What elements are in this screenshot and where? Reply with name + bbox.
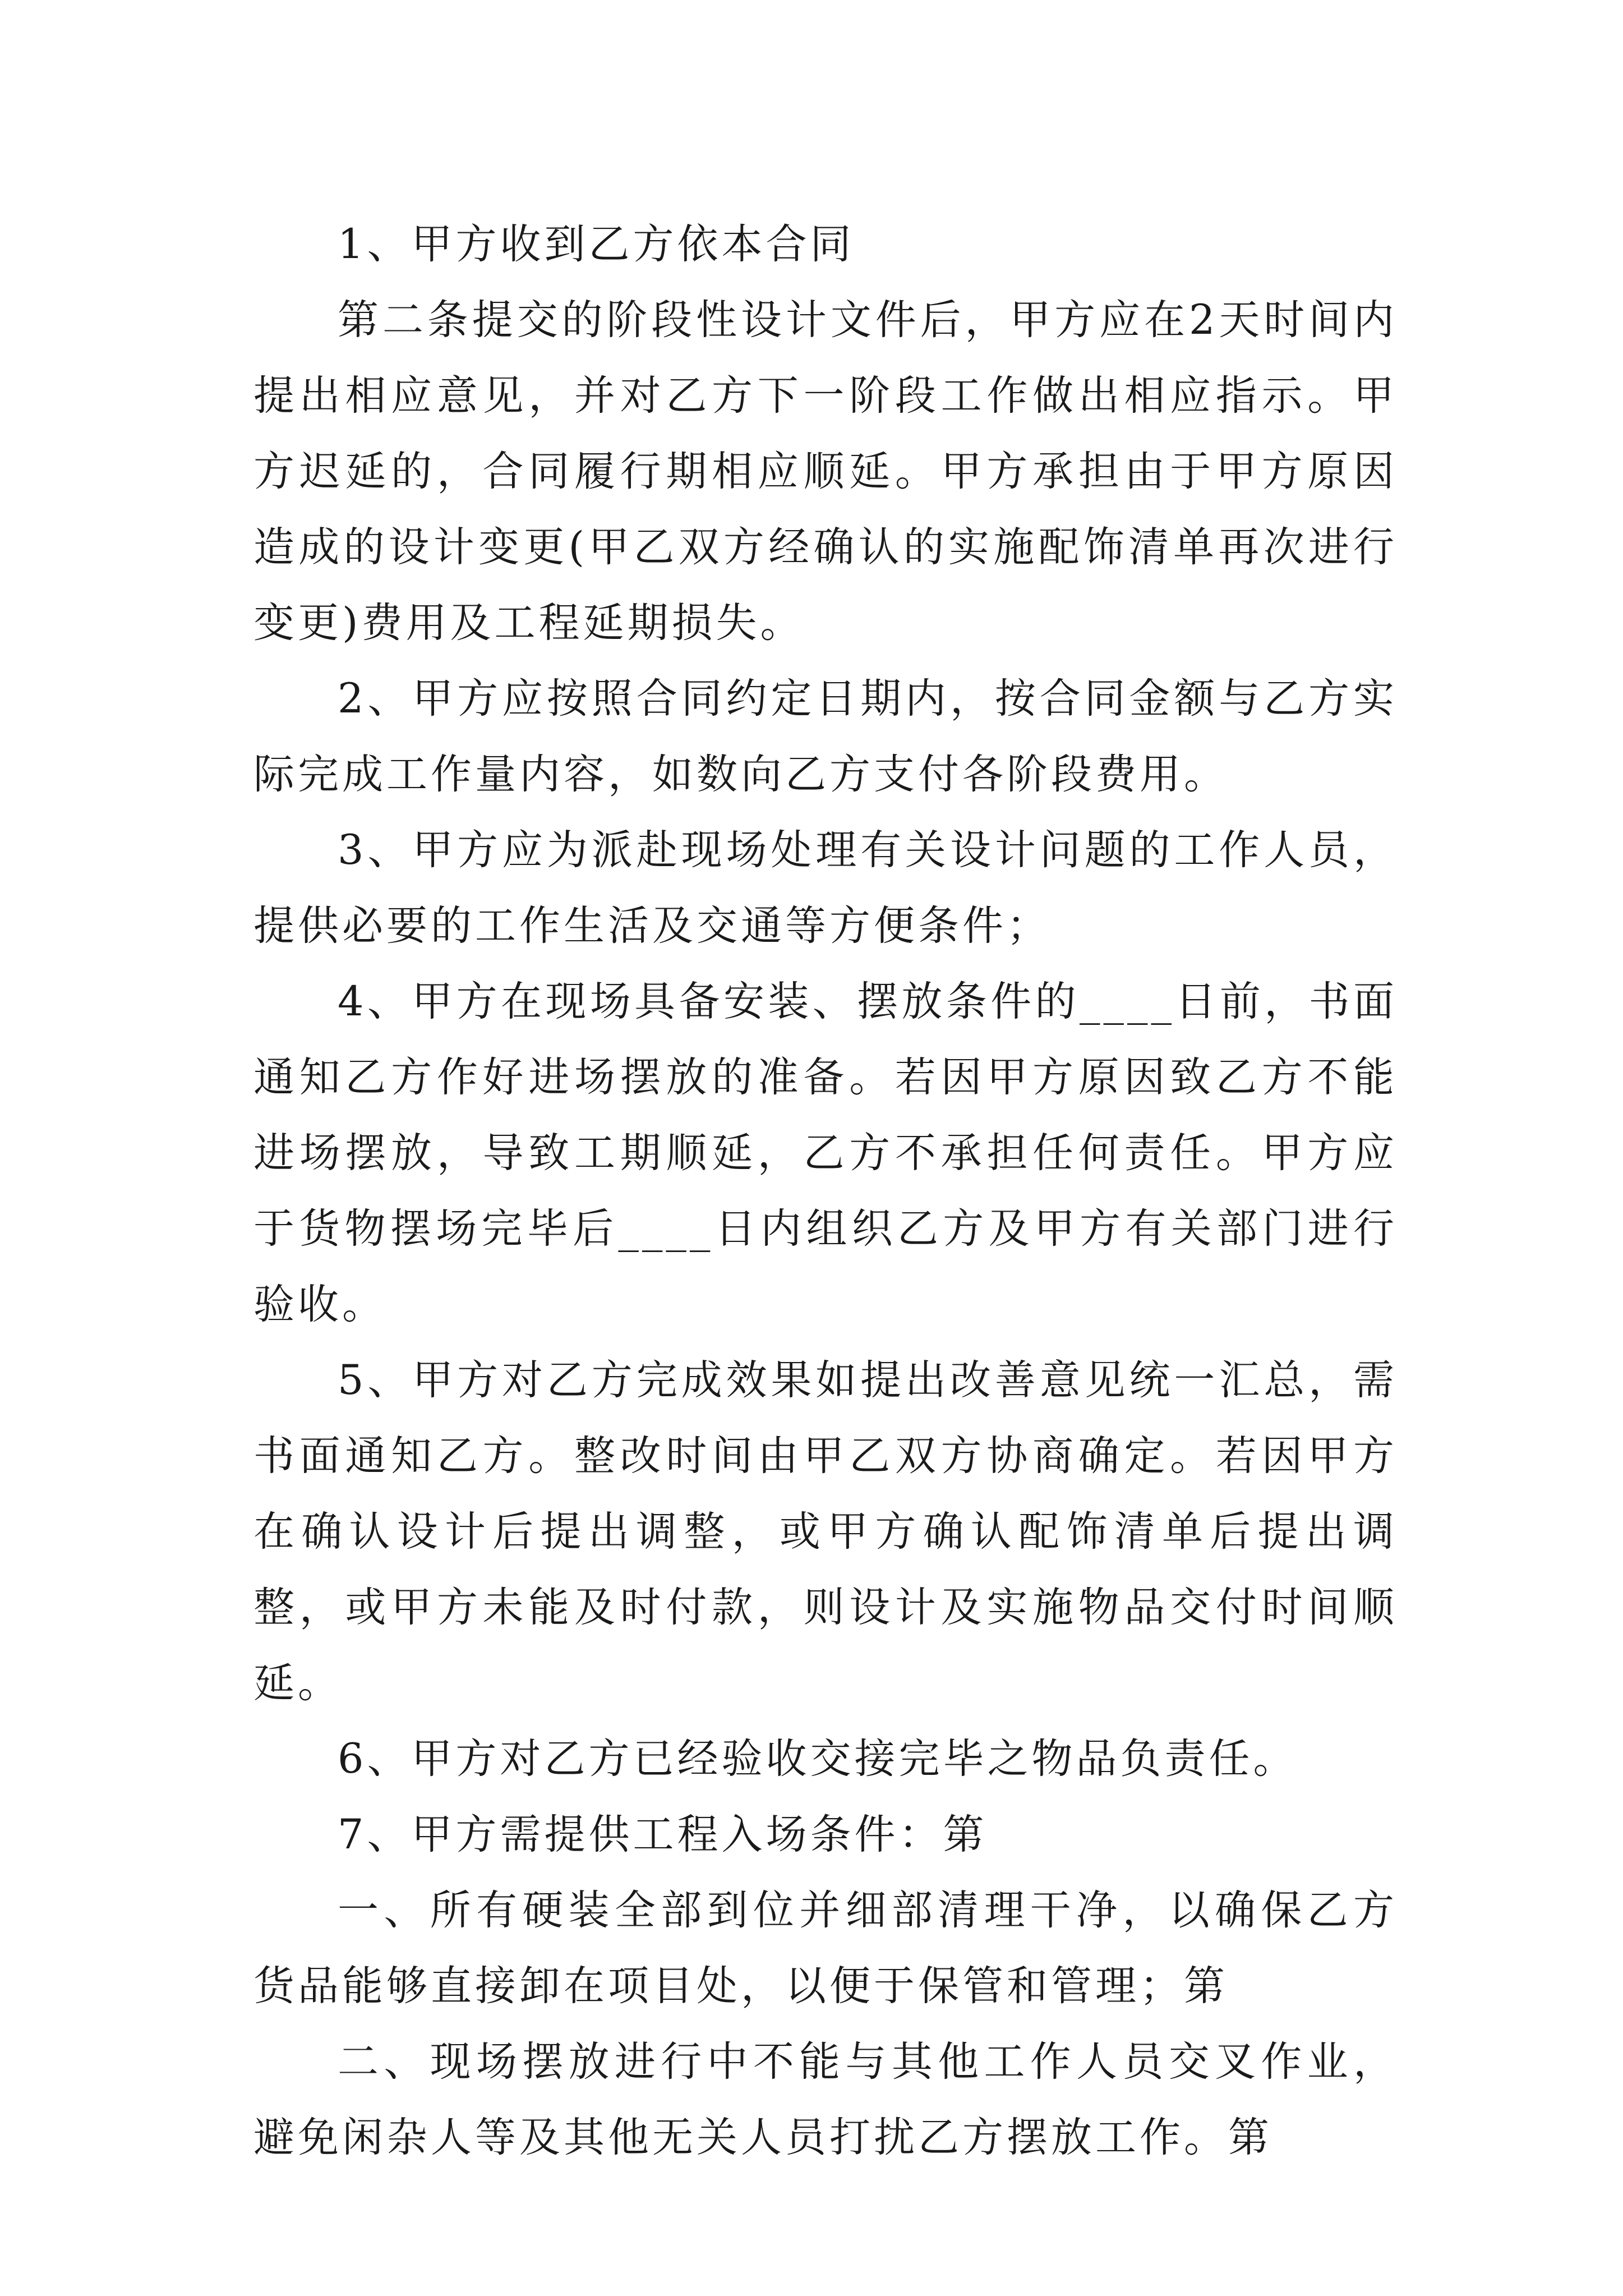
paragraph-8: 7、甲方需提供工程入场条件：第 xyxy=(338,1811,988,1858)
paragraph-9: 一、所有硬装全部到位并细部清理干净，以确保乙方货品能够直接卸在项目处，以便于保管和管理；第 xyxy=(253,1887,1398,2010)
paragraph-7: 6、甲方对乙方已经验收交接完毕之物品负责任。 xyxy=(338,1735,1298,1783)
paragraph-5: 4、甲方在现场具备安装、摆放条件的____日前，书面通知乙方作好进场摆放的准备。若因甲方原因致乙方不能进场摆放，导致工期顺延，乙方不承担任何责任。甲方应于货物摆场完毕后____日内组织乙方及甲方有关部门进行验收。 xyxy=(253,978,1398,1328)
paragraph-3: 2、甲方应按照合同约定日期内，按合同金额与乙方实际完成工作量内容，如数向乙方支付各阶段费用。 xyxy=(253,675,1398,798)
paragraph-1: 1、甲方收到乙方依本合同 xyxy=(338,220,855,268)
paragraph-10: 二、现场摆放进行中不能与其他工作人员交叉作业，避免闲杂人等及其他无关人员打扰乙方摆放工作。第 xyxy=(253,2038,1398,2161)
paragraph-6: 5、甲方对乙方完成效果如提出改善意见统一汇总，需书面通知乙方。整改时间由甲乙双方协商确定。若因甲方在确认设计后提出调整，或甲方确认配饰清单后提出调整，或甲方未能及时付款，则设计及实施物品交付时间顺延。 xyxy=(253,1356,1398,1707)
paragraph-4: 3、甲方应为派赴现场处理有关设计问题的工作人员，提供必要的工作生活及交通等方便条件； xyxy=(253,826,1398,950)
document-body xyxy=(253,206,1398,2175)
paragraph-2: 第二条提交的阶段性设计文件后，甲方应在2天时间内提出相应意见，并对乙方下一阶段工作做出相应指示。甲方迟延的，合同履行期相应顺延。甲方承担由于甲方原因造成的设计变更(甲乙双方经确认的实施配饰清单再次进行变更)费用及工程延期损失。 xyxy=(253,296,1398,647)
